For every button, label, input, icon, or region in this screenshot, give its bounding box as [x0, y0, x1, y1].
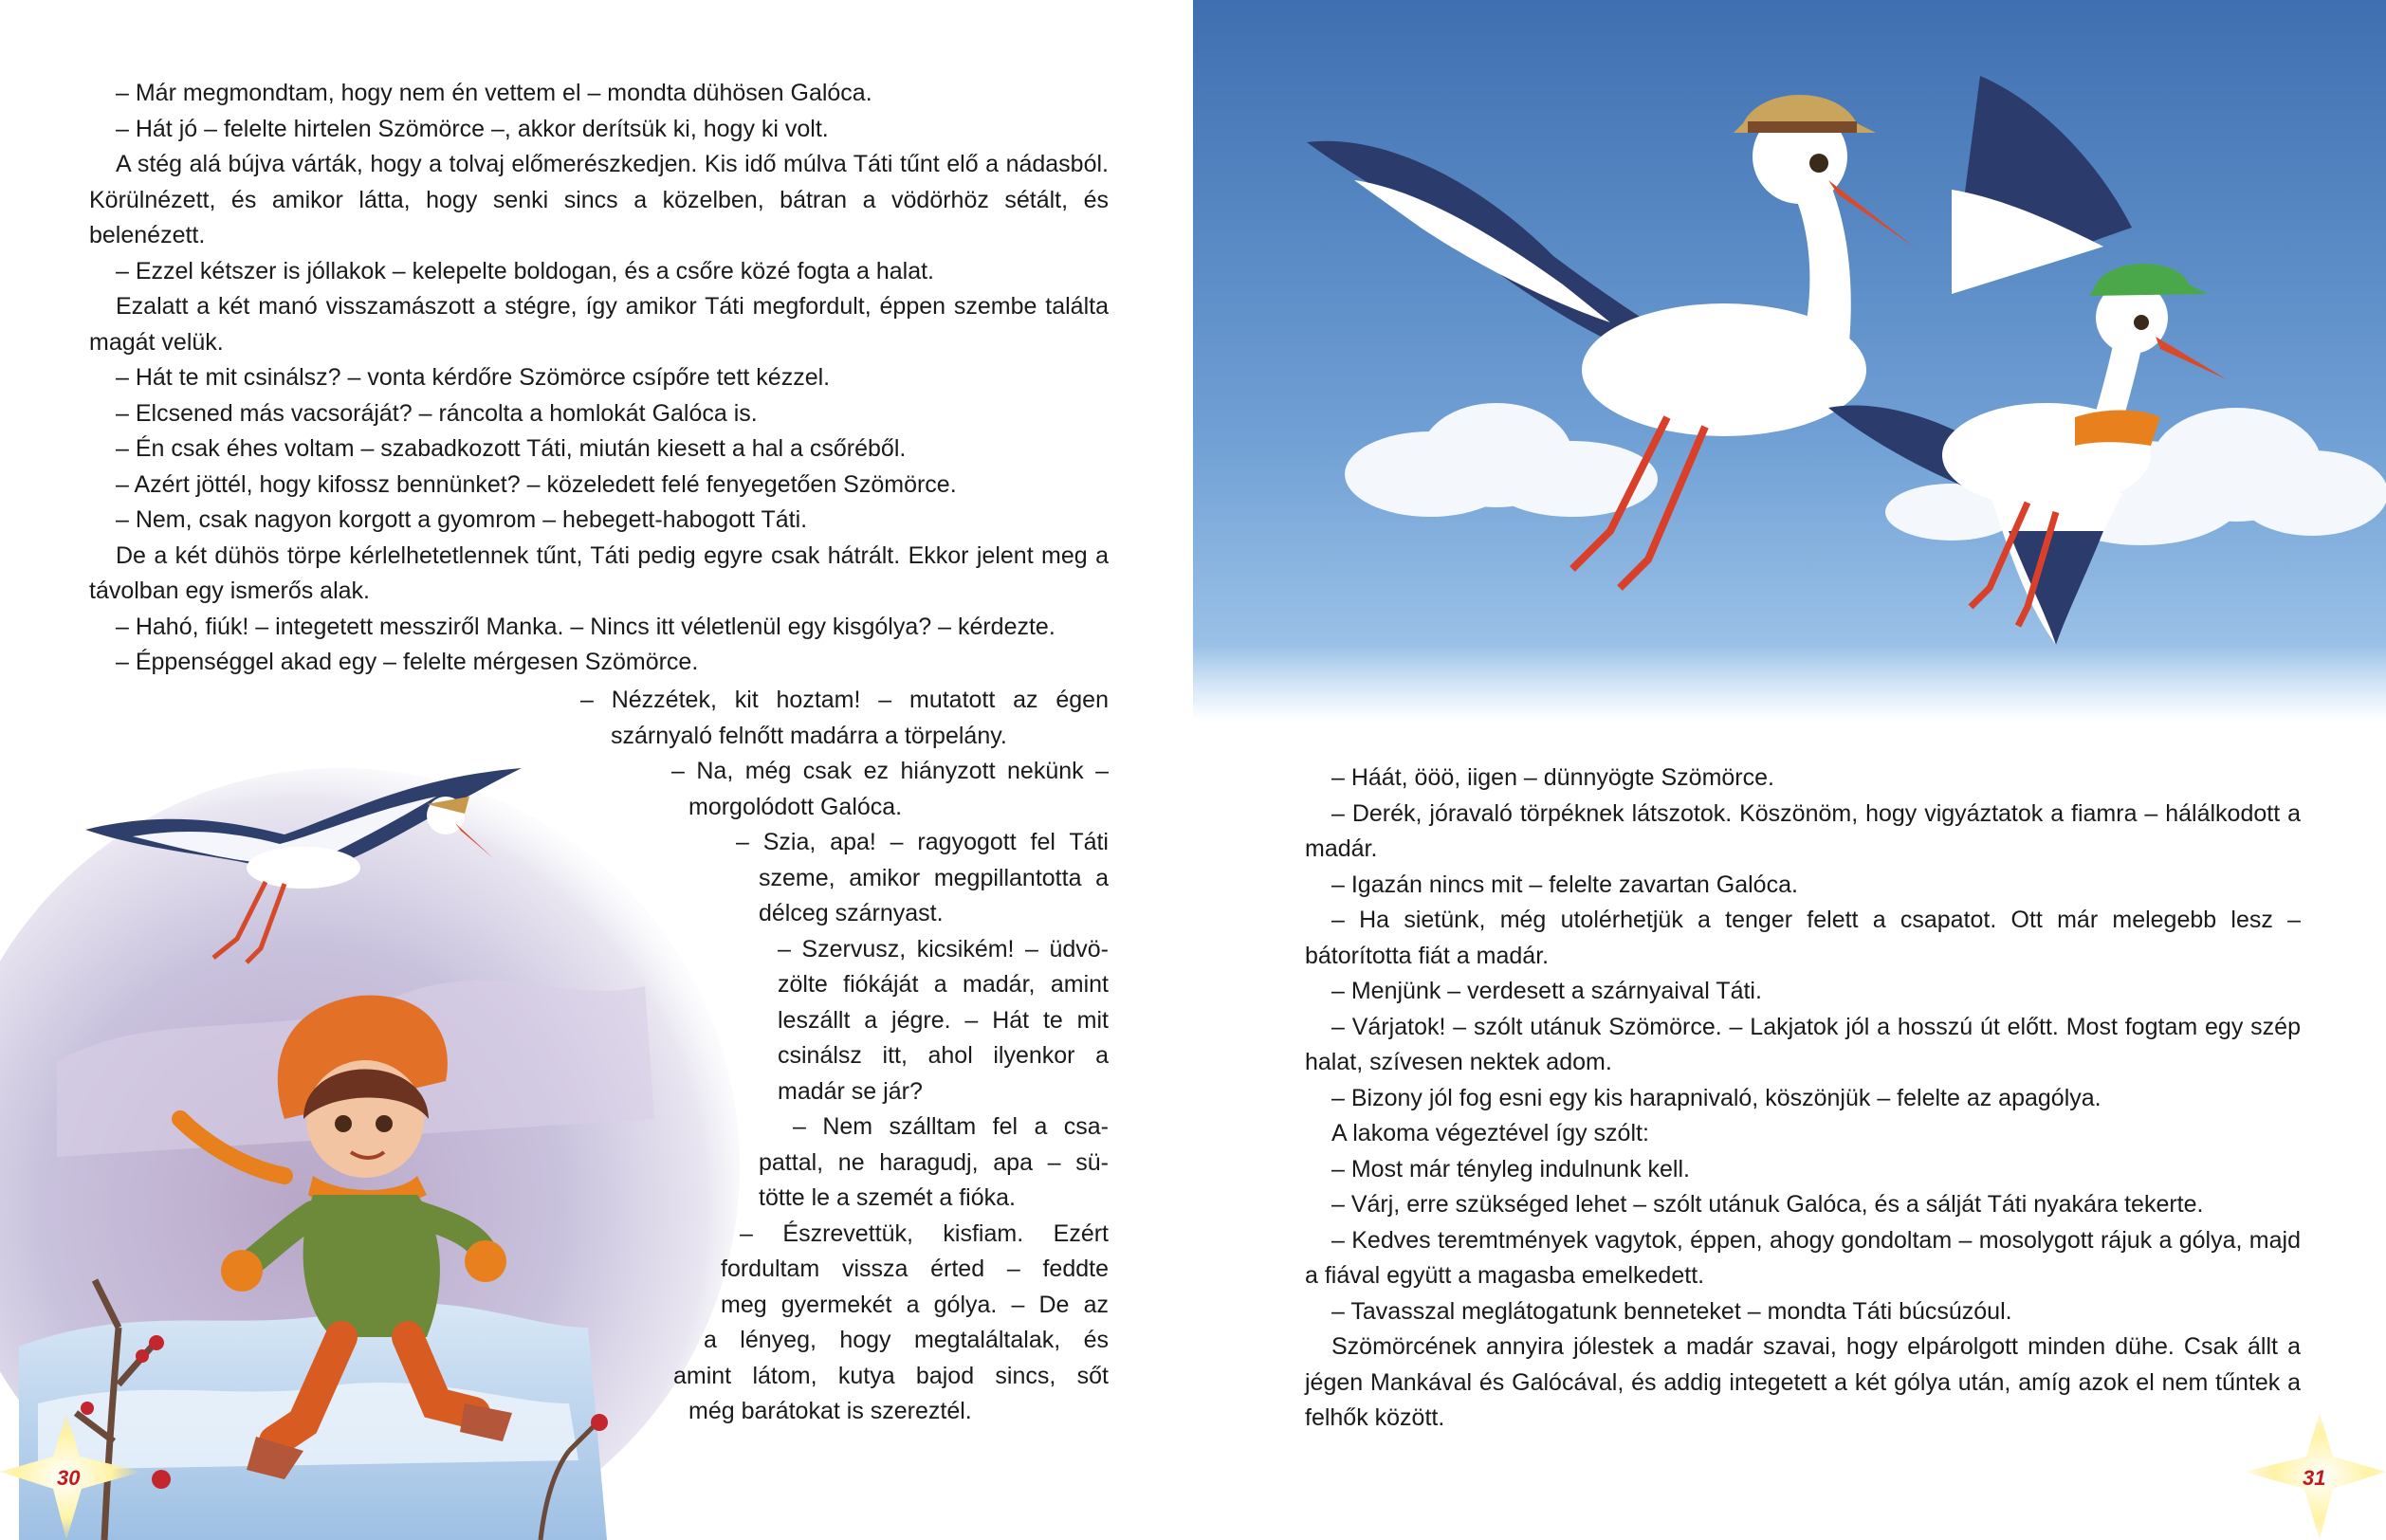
paragraph: De a két dühös törpe kérlelhetetlennek tűnt, Táti pedig egyre csak hátrált. Ekkor jelent meg a távolban egy ismerős alak.: [89, 541, 1109, 604]
two-storks-flying-illustration: [1193, 0, 2386, 721]
paragraph: – Várjatok! – szólt utánuk Szömörce. – Lakjatok jól a hosszú út előtt. Most fogtam egy szép halat, szívesen nektek adom.: [1305, 1013, 2301, 1075]
wrapped-line: pattal, ne haragudj, apa – sü-: [759, 1149, 1109, 1176]
wrapped-line: – Na, még csak ez hiányzott nekünk –: [671, 758, 1109, 784]
page-number: 30: [57, 1466, 81, 1490]
wrapped-line: leszállt a jégre. – Hát te mit: [778, 1007, 1109, 1034]
wrapped-line: csinálsz itt, ahol ilyenkor a: [778, 1042, 1109, 1069]
paragraph: A stég alá bújva várták, hogy a tolvaj előmerészkedjen. Kis idő múlva Táti tűnt elő a nádasból. Körülnézett, és amikor látta, hogy senki sincs a közelben, bátran a vödörhöz sétált, és belenézett.: [89, 151, 1109, 248]
right-page: [1193, 0, 2386, 1540]
paragraph: – Kedves teremtmények vagytok, éppen, ahogy gondoltam – mosolygott rájuk a gólya, majd a fiával együtt a magasba emelkedett.: [1305, 1226, 2301, 1289]
wrapped-line: a lényeg, hogy megtaláltalak, és: [704, 1327, 1109, 1353]
paragraph: – Hát te mit csinálsz? – vonta kérdőre Szömörce csípőre tett kézzel.: [116, 364, 831, 391]
paragraph: – Nem, csak nagyon korgott a gyomrom – hebegett-habogott Táti.: [116, 506, 808, 533]
paragraph: A lakoma végeztével így szólt:: [1331, 1120, 1649, 1146]
page-number: 31: [2303, 1466, 2326, 1490]
right-page-text: [1305, 761, 2301, 1437]
paragraph: – Igazán nincs mit – felelte zavartan Galóca.: [1331, 871, 1798, 898]
wrapped-line: zölte fiókáját a madár, amint: [778, 971, 1109, 998]
paragraph: – Ezzel kétszer is jóllakok – kelepelte boldogan, és a csőre közé fogta a halat.: [116, 257, 935, 284]
wrapped-line: délceg szárnyast.: [759, 900, 944, 926]
paragraph: – Én csak éhes voltam – szabadkozott Táti, miután kiesett a hal a csőréből.: [116, 435, 907, 462]
wrapped-line: morgolódott Galóca.: [688, 794, 903, 820]
wrapped-line: – Észrevettük, kisfiam. Ezért: [740, 1220, 1109, 1247]
paragraph: – Tavasszal meglátogatunk benneteket – mondta Táti búcsúzóul.: [1331, 1297, 2012, 1325]
paragraph: – Most már tényleg indulnunk kell.: [1331, 1155, 1690, 1182]
wrapped-line: – Szia, apa! – ragyogott fel Táti: [736, 829, 1109, 855]
wrapped-line: madár se jár?: [778, 1078, 923, 1105]
wrapped-line: – Nem szálltam fel a csa-: [793, 1113, 1109, 1140]
paragraph: – Menjünk – verdesett a szárnyaival Táti.: [1331, 978, 1762, 1004]
paragraph: Szömörcének annyira jólestek a madár szavai, hogy elpárolgott minden dühe. Csak állt a jégen Mankával és Galócával, és addig integetett a két gólya után, amíg azok el nem tűntek a felhők között.: [1305, 1333, 2301, 1431]
paragraph: – Hahó, fiúk! – integetett messziről Manka. – Nincs itt véletlenül egy kisgólya? – kérdezte.: [116, 613, 1055, 640]
wrapped-line: szárnyaló felnőtt madárra a törpelány.: [611, 723, 1007, 749]
wrapped-line: tötte le a szemét a fióka.: [759, 1184, 1016, 1211]
wrapped-line: fordultam vissza érted – feddte: [721, 1256, 1109, 1282]
paragraph: Ezalatt a két manó visszamászott a stégre, így amikor Táti megfordult, éppen szembe találta magát velük.: [89, 293, 1109, 356]
paragraph: – Éppenséggel akad egy – felelte mérgesen Szömörce.: [116, 649, 699, 675]
paragraph: – Elcsened más vacsoráját? – ráncolta a homlokát Galóca is.: [116, 399, 758, 427]
paragraph: – Ha sietünk, még utolérhetjük a tenger felett a csapatot. Ott már melegebb lesz – bátorította fiát a madár.: [1305, 907, 2301, 969]
wrapped-line: meg gyermekét a gólya. – De az: [721, 1292, 1109, 1318]
paragraph: – Bizony jól fog esni egy kis harapnivaló, köszönjük – felelte az apagólya.: [1331, 1084, 2102, 1111]
paragraph: – Háát, ööö, iigen – dünnyögte Szömörce.: [1331, 764, 1774, 791]
paragraph: – Hát jó – felelte hirtelen Szömörce –, akkor derítsük ki, hogy ki volt.: [116, 115, 829, 142]
wrapped-line: – Nézzétek, kit hoztam! – mutatott az égen: [580, 687, 1109, 713]
wrapped-line: amint látom, kutya bajod sincs, sőt: [673, 1363, 1109, 1389]
paragraph: – Azért jöttél, hogy kifossz bennünket? – közeledett felé fenyegetően Szömörce.: [116, 470, 957, 498]
left-page-text-top: [89, 76, 1109, 681]
wrapped-line: – Szervusz, kicsikém! – üdvö-: [778, 936, 1109, 962]
wrapped-line: még barátokat is szereztél.: [688, 1398, 972, 1424]
paragraph: – Derék, jóravaló törpéknek látszotok. Köszönöm, hogy vigyáztatok a fiamra – hálálkodott a madár.: [1305, 799, 2301, 862]
wrapped-line: szeme, amikor megpillantotta a: [759, 865, 1109, 891]
paragraph: – Már megmondtam, hogy nem én vettem el – mondta dühösen Galóca.: [116, 80, 872, 106]
paragraph: – Várj, erre szükséged lehet – szólt utánuk Galóca, és a sálját Táti nyakára tekerte.: [1331, 1191, 2204, 1218]
